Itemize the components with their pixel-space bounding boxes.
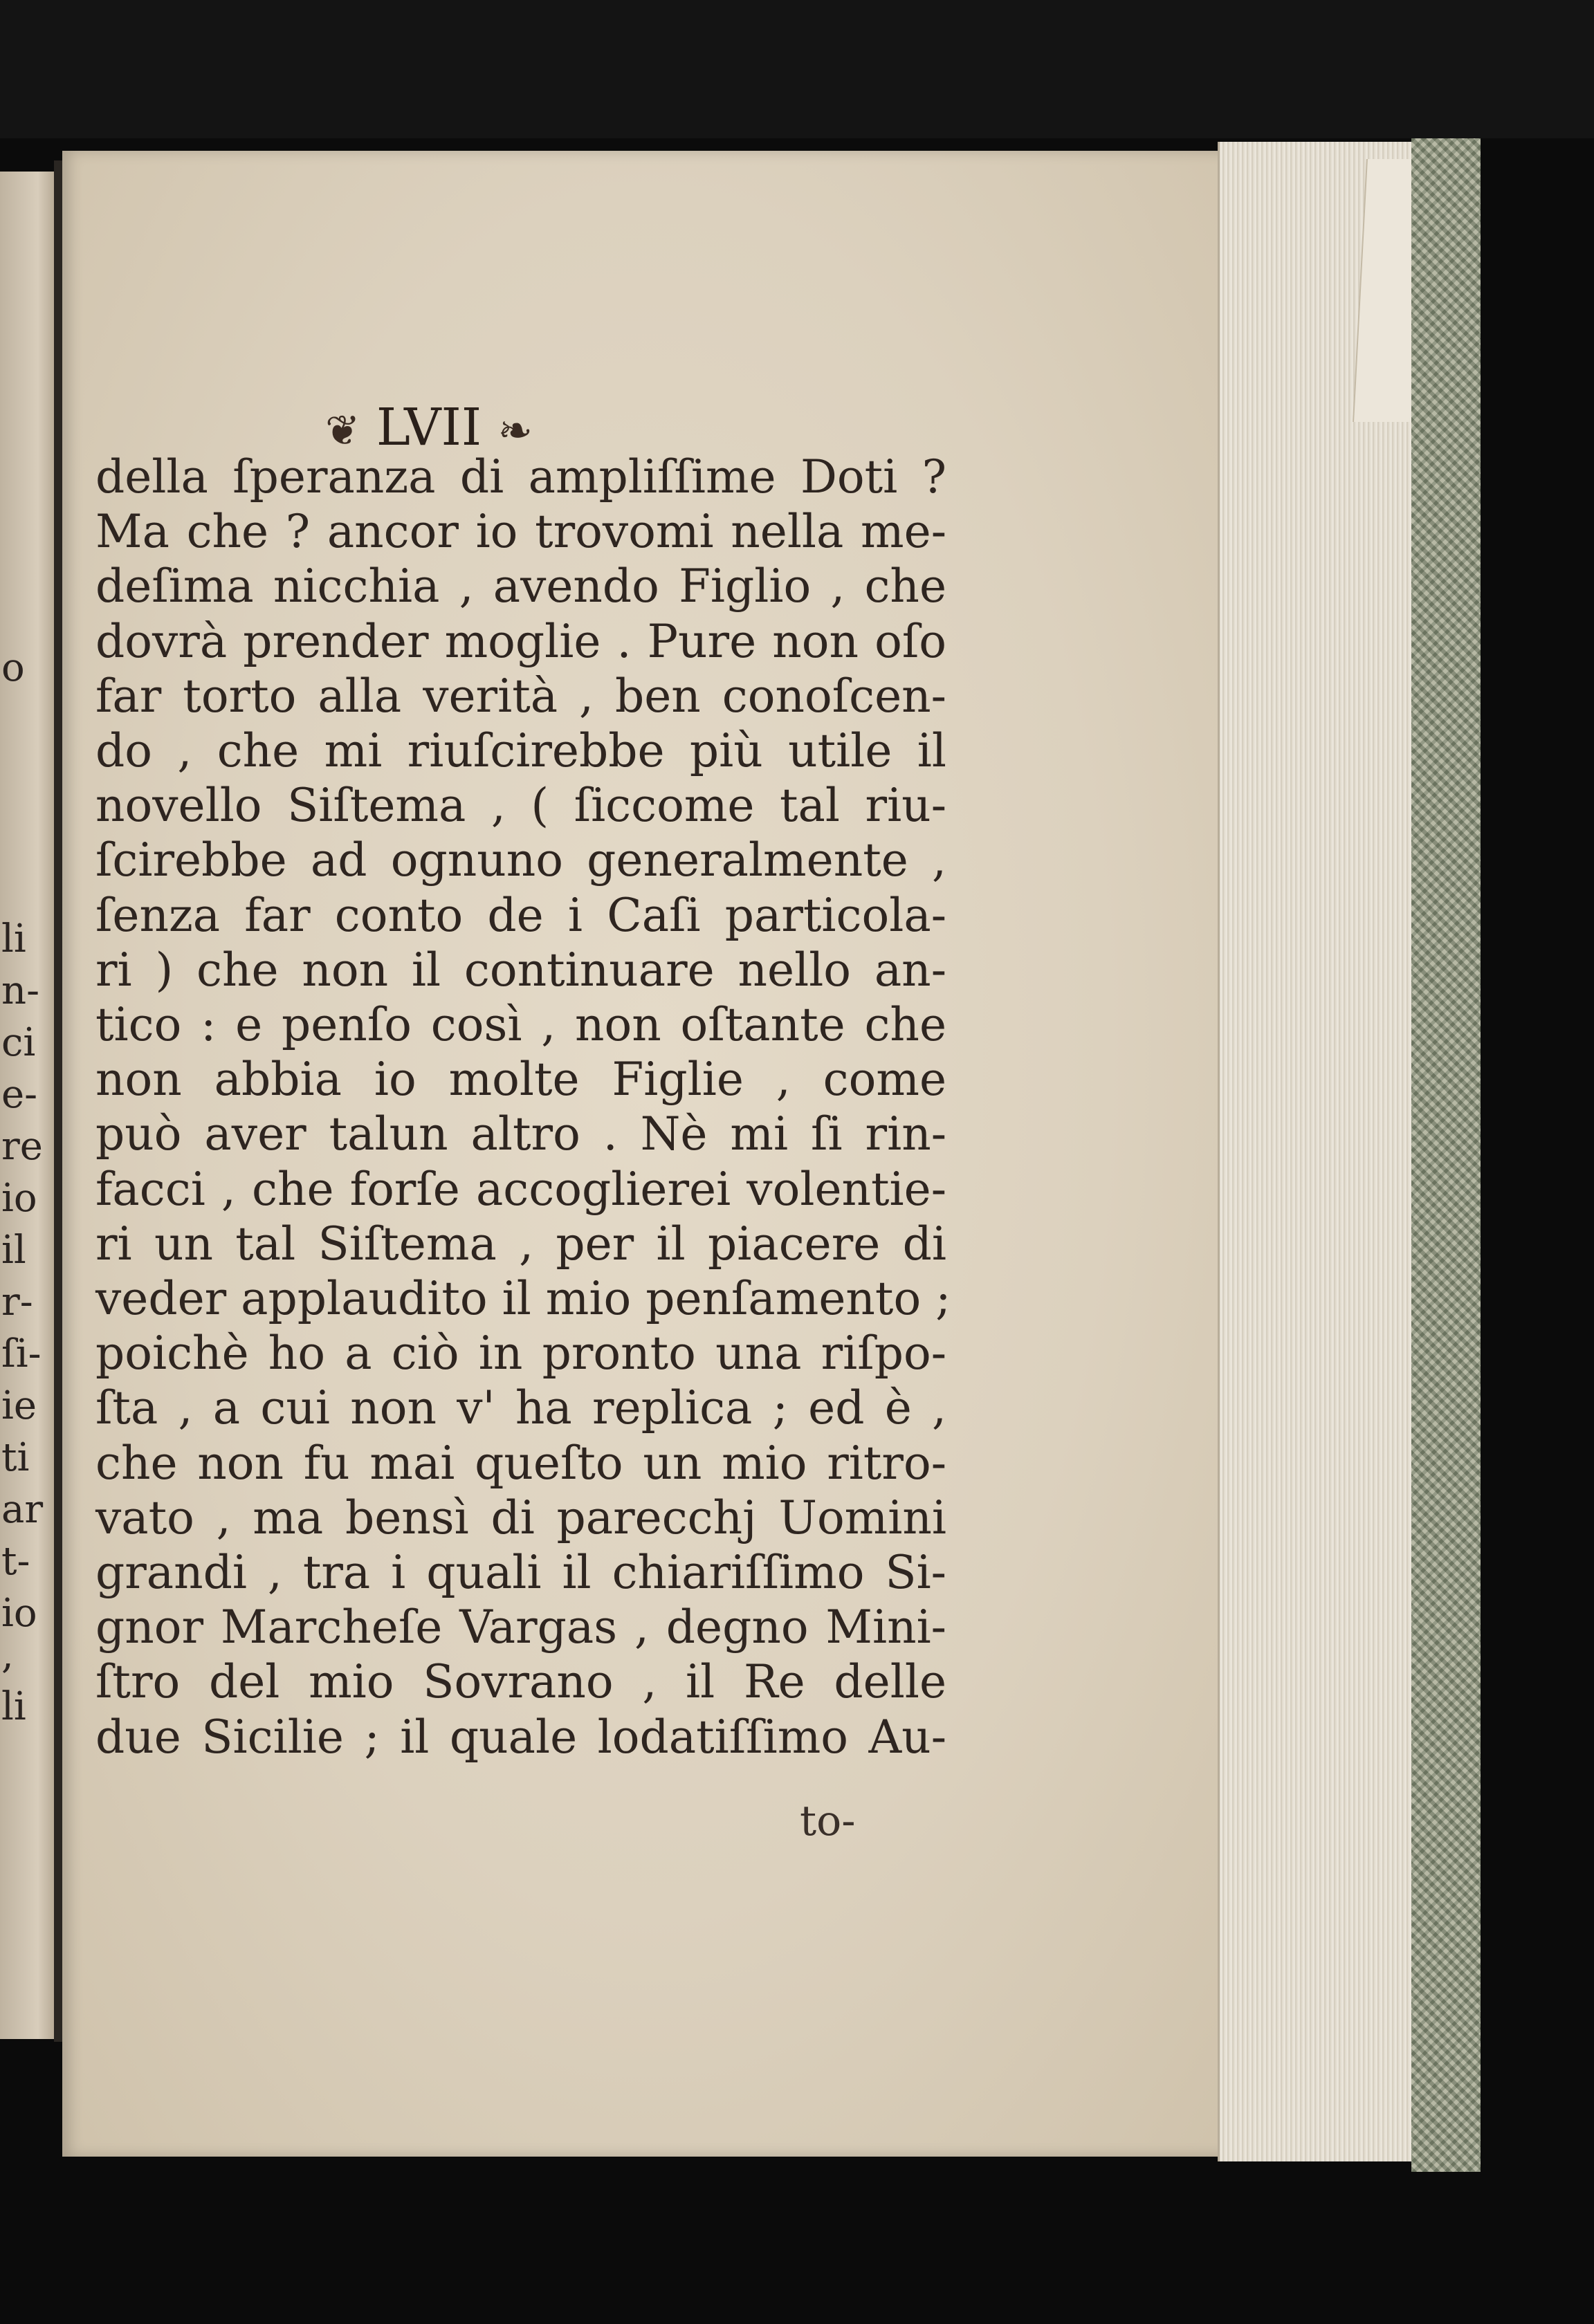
text-line: ſcirebbe ad ognuno generalmente , [95, 833, 946, 887]
text-line: do , che mi riuſcirebbe più utile il [95, 724, 946, 778]
facing-fragment: o [1, 645, 25, 690]
text-line: deſima nicchia , avendo Figlio , che [95, 560, 946, 614]
facing-fragment: ti [1, 1435, 30, 1480]
text-line: grandi , tra i quali il chiariſſimo Si- [95, 1546, 946, 1600]
text-line: Ma che ? ancor io trovomi nella me- [95, 505, 946, 559]
text-line: vato , ma bensì di parecchj Uomini [95, 1491, 946, 1544]
ornament-left-icon: ❦ [325, 407, 360, 455]
text-line: dovrà prender moglie . Pure non oſo [95, 614, 946, 668]
facing-page-edge [0, 172, 54, 2039]
facing-fragment: ci [1, 1020, 36, 1065]
facing-fragment: li [1, 916, 26, 961]
text-line: della ſperanza di ampliſſime Doti ? [95, 450, 946, 504]
text-line: ſtro del mio Sovrano , il Re delle [95, 1655, 946, 1709]
page-body [95, 450, 951, 1764]
facing-fragment: t- [1, 1539, 30, 1584]
text-line: novello Siſtema , ( ſiccome tal riu- [95, 779, 946, 833]
running-head [325, 398, 533, 457]
facing-fragment: ar [1, 1487, 44, 1532]
text-line: ſenza far conto de i Caſi particola- [95, 888, 946, 942]
text-line: non abbia io molte Figlie , come [95, 1053, 946, 1107]
facing-fragment: io [1, 1176, 37, 1221]
facing-fragment: e- [1, 1072, 38, 1117]
text-line: ri un tal Siſtema , per il piacere di [95, 1217, 946, 1271]
text-line: che non fu mai queſto un mio ritro- [95, 1436, 946, 1490]
text-line: facci , che forſe accoglierei volentie- [95, 1162, 946, 1216]
book-gutter [54, 160, 62, 2042]
text-line: due Sicilie ; il quale lodatiſſimo Au- [95, 1710, 946, 1764]
text-line: far torto alla verità , ben conoſcen- [95, 669, 946, 723]
facing-fragment: re [1, 1124, 43, 1169]
text-line: ſta , a cui non v' ha replica ; ed è , [95, 1381, 946, 1435]
text-line: tico : e penſo così , non oſtante che [95, 998, 946, 1052]
facing-fragment: , [1, 1632, 14, 1677]
facing-fragment: ie [1, 1383, 37, 1428]
facing-fragment: io [1, 1591, 37, 1636]
marbled-cover-edge [1411, 138, 1481, 2172]
catchword: to- [800, 1797, 856, 1845]
text-line: veder applaudito il mio penſamento ; [95, 1272, 951, 1326]
facing-fragment: n- [1, 968, 39, 1013]
facing-fragment: il [1, 1228, 26, 1273]
facing-fragment: r- [1, 1280, 33, 1325]
ornament-right-icon: ❧ [497, 407, 533, 455]
facing-fragment: ſi- [1, 1331, 42, 1376]
facing-fragment: li [1, 1684, 26, 1729]
text-line: ri ) che non il continuare nello an- [95, 943, 946, 997]
page-edges [1218, 142, 1427, 2161]
page-number: LVII [376, 398, 482, 457]
text-line: gnor Marcheſe Vargas , degno Mini- [95, 1601, 946, 1654]
text-line: poichè ho a ciò in pronto una riſpo- [95, 1327, 946, 1381]
text-line: può aver talun altro . Nè mi ſi rin- [95, 1107, 946, 1161]
background-dark [0, 0, 1594, 138]
